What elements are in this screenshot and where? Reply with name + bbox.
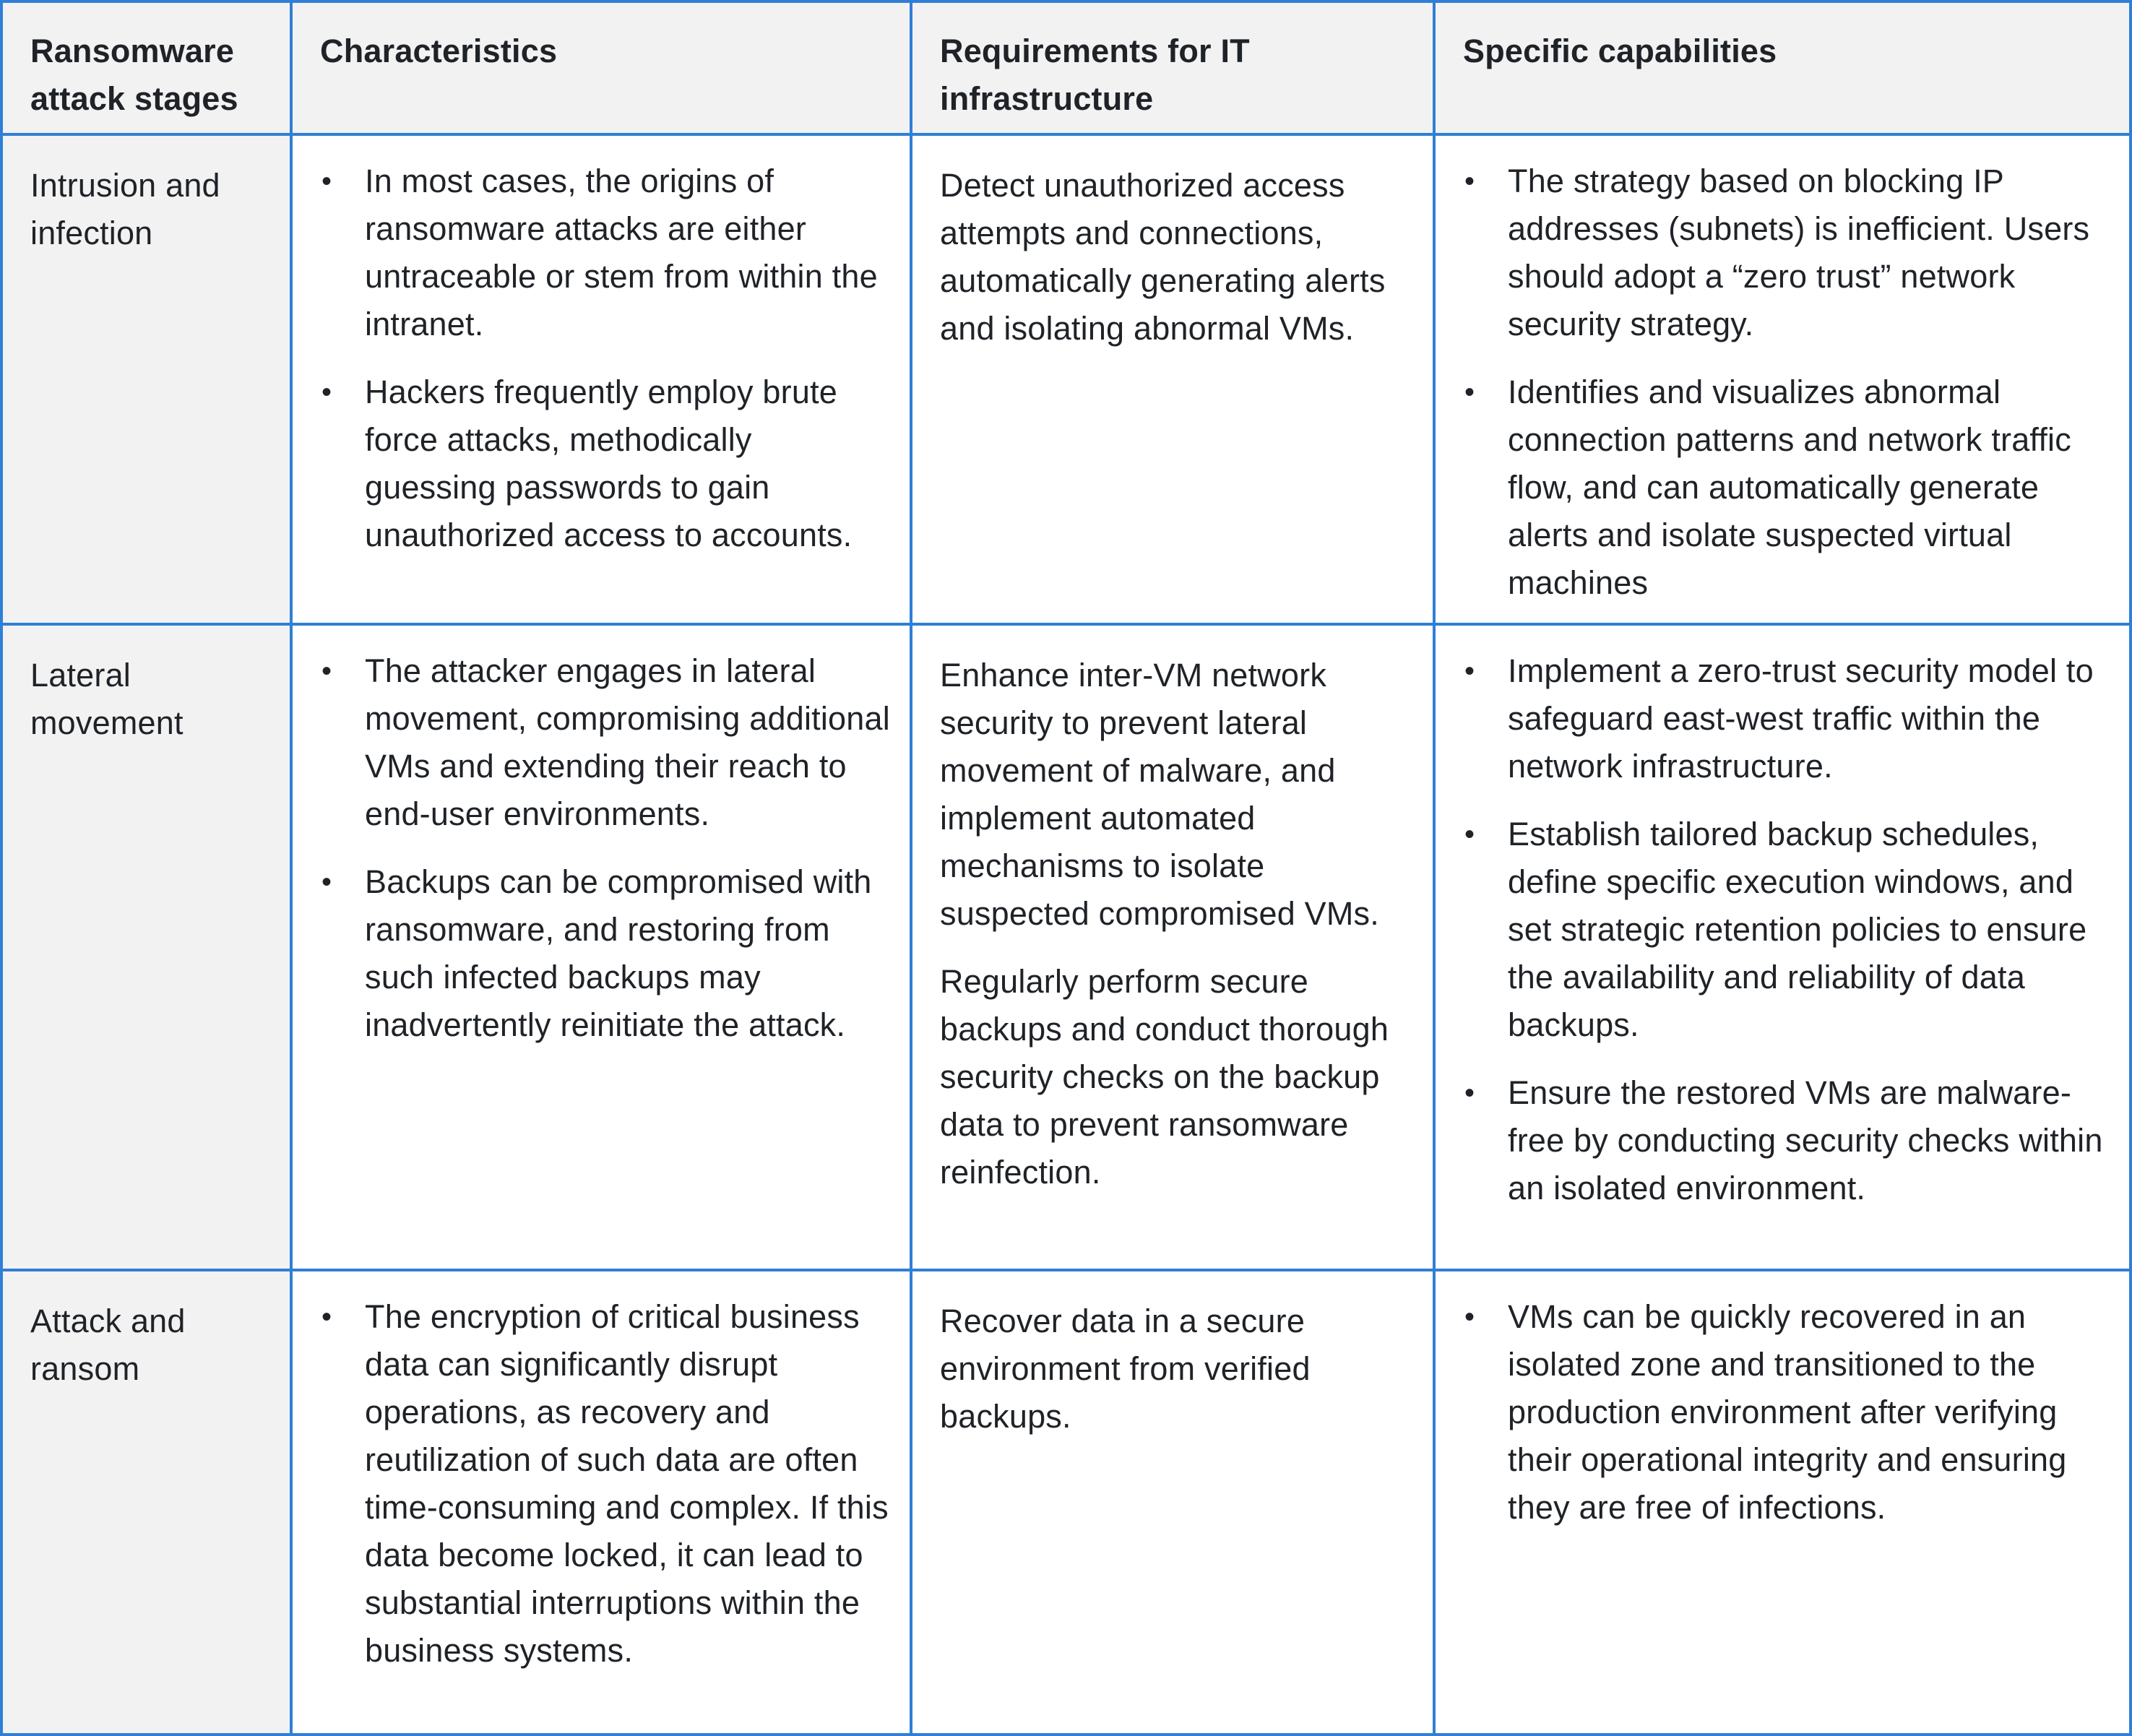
stage-label: Lateral movement: [30, 657, 184, 741]
header-label: Characteristics: [320, 33, 558, 69]
characteristics-cell: [293, 626, 912, 1271]
characteristics-cell: [293, 136, 912, 626]
stage-cell: [0, 136, 293, 626]
list-item: • VMs can be quickly recovered in an isolated zone and transitioned to the production environment after verifying their operational integrity and ensuring they are free of infections.: [1464, 1293, 2112, 1532]
stage-label: Intrusion and infection: [30, 167, 220, 251]
header-stages: [0, 0, 293, 136]
header-characteristics: [293, 0, 912, 136]
header-label: Ransomware attack stages: [30, 33, 238, 117]
capabilities-list: [1464, 1293, 2112, 1532]
list-item: • Implement a zero-trust security model to safeguard east-west traffic within the network infrastructure.: [1464, 647, 2112, 790]
list-item: • Identifies and visualizes abnormal connection patterns and network traffic flow, and can automatically generate alerts and isolate suspected virtual machines: [1464, 368, 2112, 607]
requirement-text: Recover data in a secure environment from verified backups.: [940, 1303, 1311, 1435]
stage-cell: [0, 626, 293, 1271]
header-requirements: [912, 0, 1436, 136]
requirement-text: Enhance inter-VM network security to prevent lateral movement of malware, and implement automated mechanisms to isolate suspected compromised VMs.: [940, 657, 1379, 932]
capabilities-cell: [1436, 1271, 2132, 1736]
header-label: Requirements for IT infrastructure: [940, 33, 1250, 117]
list-item: • Hackers frequently employ brute force attacks, methodically guessing passwords to gain unauthorized access to accounts.: [321, 368, 892, 559]
capabilities-list: [1464, 647, 2112, 1212]
list-item: • The attacker engages in lateral movement, compromising additional VMs and extending their reach to end-user environments.: [321, 647, 892, 838]
requirements-cell: [912, 626, 1436, 1271]
requirement-text: Regularly perform secure backups and conduct thorough security checks on the backup data to prevent ransomware reinfection.: [940, 963, 1389, 1191]
capabilities-cell: [1436, 136, 2132, 626]
header-label: Specific capabilities: [1463, 33, 1777, 69]
list-item: • Backups can be compromised with ransomware, and restoring from such infected backups may inadvertently reinitiate the attack.: [321, 858, 892, 1049]
requirements-cell: [912, 136, 1436, 626]
list-item: • Ensure the restored VMs are malware-free by conducting security checks within an isolated environment.: [1464, 1069, 2112, 1212]
list-item: • Establish tailored backup schedules, define specific execution windows, and set strategic retention policies to ensure the availability and reliability of data backups.: [1464, 811, 2112, 1049]
requirements-cell: [912, 1271, 1436, 1736]
characteristics-cell: [293, 1271, 912, 1736]
stage-label: Attack and ransom: [30, 1303, 186, 1387]
list-item: • The encryption of critical business data can significantly disrupt operations, as recovery and reutilization of such data are often time-consuming and complex. If this data become locked, it can lead to substantial interruptions within the business systems.: [321, 1293, 892, 1675]
characteristics-list: [321, 647, 892, 1049]
header-capabilities: [1436, 0, 2132, 136]
requirement-text: Detect unauthorized access attempts and connections, automatically generating alerts and isolating abnormal VMs.: [940, 167, 1386, 347]
capabilities-cell: [1436, 626, 2132, 1271]
list-item: • In most cases, the origins of ransomware attacks are either untraceable or stem from within the intranet.: [321, 157, 892, 348]
characteristics-list: [321, 157, 892, 559]
capabilities-list: [1464, 157, 2112, 607]
list-item: • The strategy based on blocking IP addresses (subnets) is inefficient. Users should adopt a “zero trust” network security strategy.: [1464, 157, 2112, 348]
characteristics-list: [321, 1293, 892, 1675]
stage-cell: [0, 1271, 293, 1736]
